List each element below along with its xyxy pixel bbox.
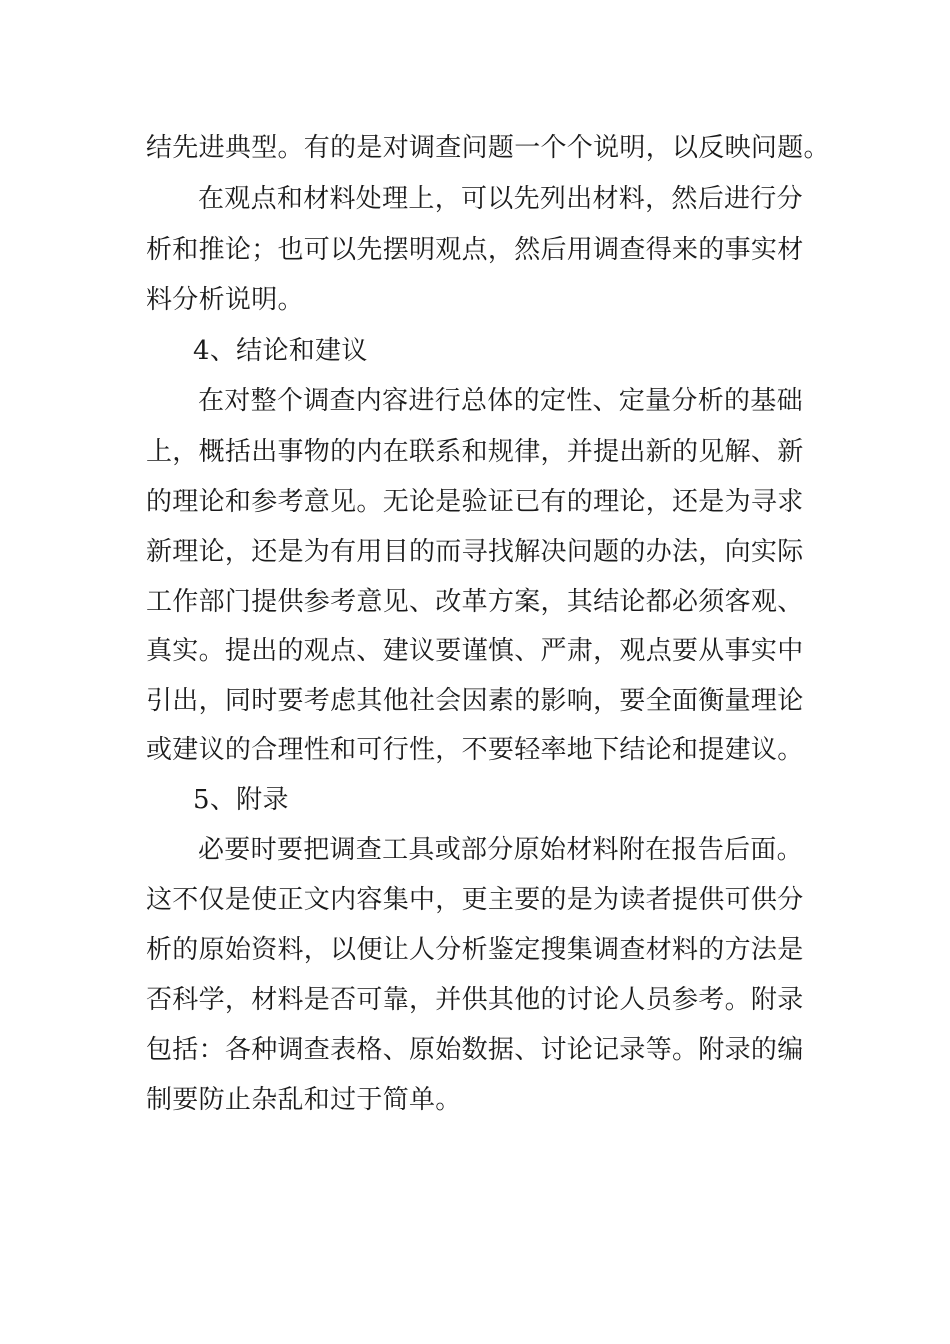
text-line: 或建议的合理性和可行性，不要轻率地下结论和提建议。 <box>146 735 804 765</box>
text-line: 否科学，材料是否可靠，并供其他的讨论人员参考。附录 <box>146 985 804 1015</box>
paragraph-start-line: 在对整个调查内容进行总体的定性、定量分析的基础 <box>198 386 803 416</box>
text-line: 析的原始资料，以便让人分析鉴定搜集调查材料的方法是 <box>146 935 804 965</box>
text-line: 新理论，还是为有用目的而寻找解决问题的办法，向实际 <box>146 537 804 567</box>
text-line: 包括：各种调查表格、原始数据、讨论记录等。附录的编 <box>146 1035 804 1065</box>
text-line: 制要防止杂乱和过于简单。 <box>146 1085 462 1115</box>
text-line: 真实。提出的观点、建议要谨慎、严肃，观点要从事实中 <box>146 636 804 666</box>
text-line: 结先进典型。有的是对调查问题一个个说明，以反映问题。 <box>146 133 830 163</box>
text-line: 工作部门提供参考意见、改革方案，其结论都必须客观、 <box>146 587 804 617</box>
text-line: 的理论和参考意见。无论是验证已有的理论，还是为寻求 <box>146 487 804 517</box>
text-line: 这不仅是使正文内容集中，更主要的是为读者提供可供分 <box>146 885 804 915</box>
text-line: 料分析说明。 <box>146 285 304 315</box>
text-line: 上，概括出事物的内在联系和规律，并提出新的见解、新 <box>146 437 804 467</box>
paragraph-start-line: 必要时要把调查工具或部分原始材料附在报告后面。 <box>198 835 803 865</box>
text-line: 引出，同时要考虑其他社会因素的影响，要全面衡量理论 <box>146 686 804 716</box>
section-heading-conclusions: 4、结论和建议 <box>193 336 368 366</box>
text-line: 析和推论；也可以先摆明观点，然后用调查得来的事实材 <box>146 235 804 265</box>
paragraph-start-line: 在观点和材料处理上，可以先列出材料，然后进行分 <box>198 184 803 214</box>
section-heading-appendix: 5、附录 <box>193 785 289 815</box>
